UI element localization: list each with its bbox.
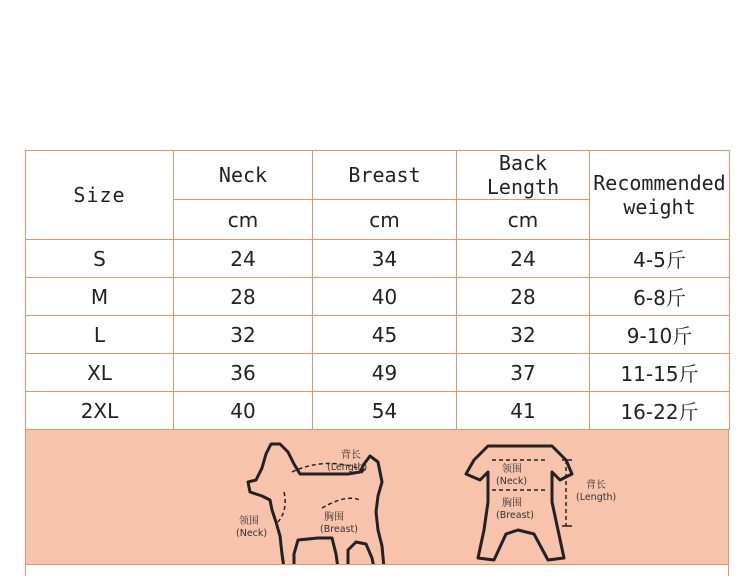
cell-weight: 4-5斤	[590, 240, 730, 278]
cell-size: XL	[26, 354, 174, 392]
cell-neck: 28	[174, 278, 313, 316]
dog-neck-en: (Neck)	[236, 528, 268, 539]
cell-back-length: 28	[457, 278, 590, 316]
cell-breast: 40	[313, 278, 457, 316]
cell-neck: 36	[174, 354, 313, 392]
garment-breast-cn: 胸围	[502, 498, 522, 509]
cell-back-length: 41	[457, 392, 590, 430]
dog-breast-en: (Breast)	[320, 524, 358, 535]
table-row	[26, 240, 730, 278]
cell-neck: 24	[174, 240, 313, 278]
cell-back-length: 24	[457, 240, 590, 278]
size-chart	[25, 150, 729, 570]
header-breast: Breast	[313, 151, 457, 200]
dog-length-cn: 背长	[341, 450, 361, 461]
cell-weight: 9-10斤	[590, 316, 730, 354]
cell-size: 2XL	[26, 392, 174, 430]
garment-breast-en: (Breast)	[496, 510, 534, 521]
cell-size: L	[26, 316, 174, 354]
unit-breast: cm	[313, 200, 457, 240]
table-row	[26, 316, 730, 354]
garment-neck-cn: 领围	[502, 464, 522, 475]
cell-back-length: 37	[457, 354, 590, 392]
cell-size: S	[26, 240, 174, 278]
table-header-row	[26, 151, 730, 200]
header-neck: Neck	[174, 151, 313, 200]
cell-breast: 45	[313, 316, 457, 354]
cell-weight: 16-22斤	[590, 392, 730, 430]
table-row	[26, 354, 730, 392]
dog-neck-cn: 领围	[239, 516, 259, 527]
cell-breast: 54	[313, 392, 457, 430]
measurement-diagram	[25, 430, 729, 570]
header-back-length: Back Length	[457, 151, 590, 200]
dog-breast-cn: 胸围	[324, 512, 344, 523]
cell-weight: 11-15斤	[590, 354, 730, 392]
unit-back-length: cm	[457, 200, 590, 240]
table-row	[26, 278, 730, 316]
measurement-illustration	[26, 430, 730, 570]
unit-neck: cm	[174, 200, 313, 240]
garment-length-cn: 背长	[586, 480, 606, 491]
cell-weight: 6-8斤	[590, 278, 730, 316]
dog-length-en: (Length)	[327, 462, 368, 473]
cell-breast: 34	[313, 240, 457, 278]
cell-breast: 49	[313, 354, 457, 392]
next-section-edge	[25, 564, 729, 576]
size-table	[25, 150, 730, 430]
header-size: Size	[26, 151, 174, 240]
table-row	[26, 392, 730, 430]
cell-neck: 32	[174, 316, 313, 354]
header-recommended-weight: Recommended weight	[590, 151, 730, 240]
cell-neck: 40	[174, 392, 313, 430]
cell-size: M	[26, 278, 174, 316]
garment-neck-en: (Neck)	[496, 476, 528, 487]
cell-back-length: 32	[457, 316, 590, 354]
garment-length-en: (Length)	[576, 492, 617, 503]
